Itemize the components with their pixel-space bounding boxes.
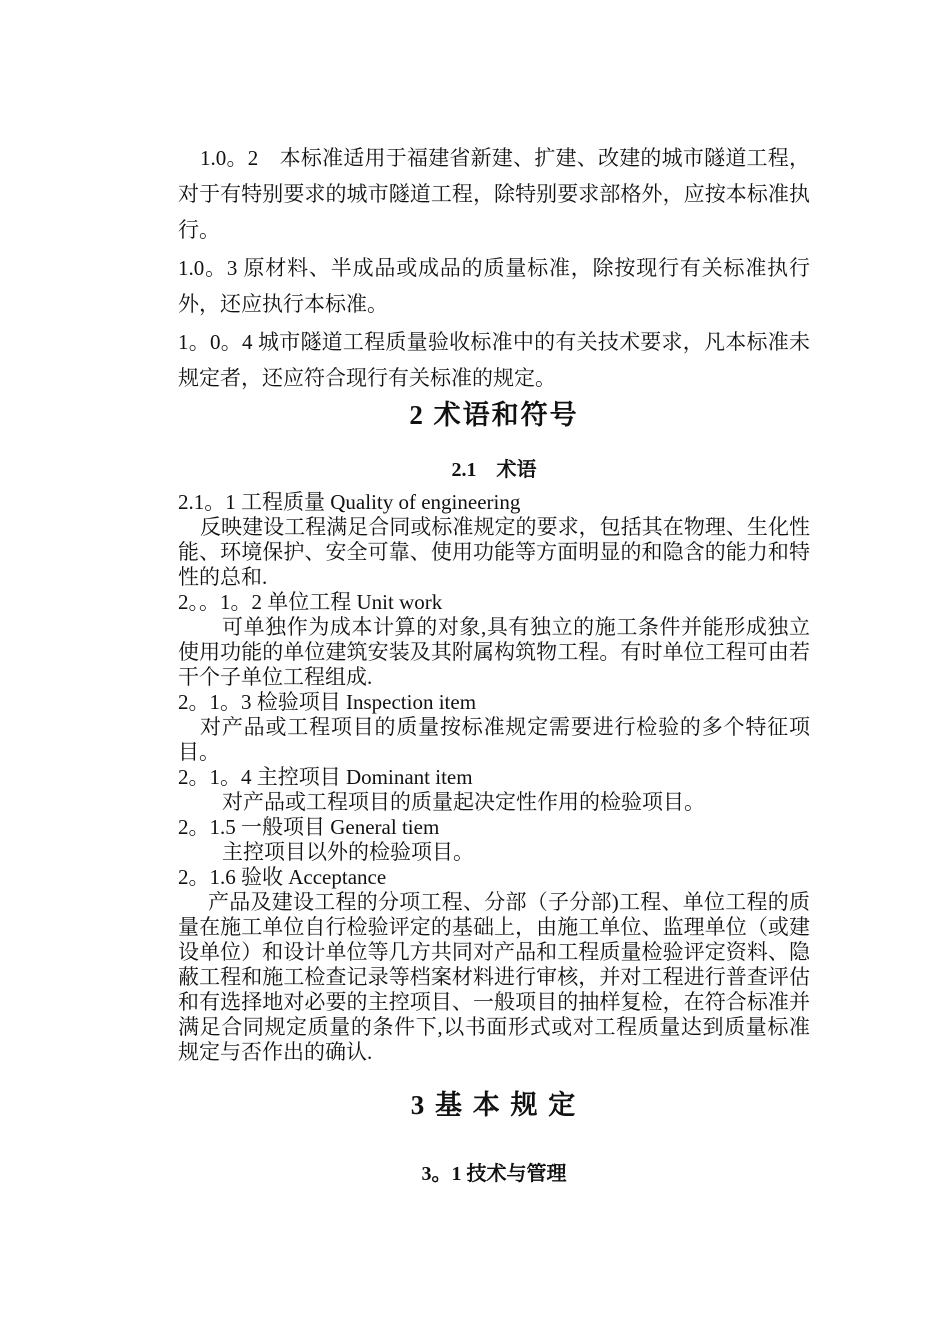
term-definition: 对产品或工程项目的质量起决定性作用的检验项目。: [222, 790, 705, 814]
term-heading: 2。1.6 验收 Acceptance: [178, 865, 387, 889]
term-definition: 主控项目以外的检验项目。: [222, 840, 474, 864]
term-heading: 2。1。3 检验项目 Inspection item: [178, 690, 477, 714]
section-2-1-title: [178, 453, 810, 482]
section-2-1-label: 术语: [496, 459, 537, 481]
clause-1-0-3: 1.0。3 原材料、半成品或成品的质量标准，除按现行有关标准执行外，还应执行本标准。: [178, 256, 810, 316]
section-3-1-title: [178, 1157, 810, 1186]
term-definition: 对产品或工程项目的质量按标准规定需要进行检验的多个特征项目。: [178, 715, 810, 764]
term-heading: 2。1.5 一般项目 General tiem: [178, 815, 440, 839]
term-definition: 产品及建设工程的分项工程、分部（子分部)工程、单位工程的质量在施工单位自行检验评定的基础上，由施工单位、监理单位（或建设单位）和设计单位等几方共同对产品和工程质量检验评定资料、隐蔽工程和施工检查记录等档案材料进行审核，并对工程进行普查评估和有选择地对必要的主控项目、一般项目的抽样复检，在符合标准并满足合同规定质量的条件下,以书面形式或对工程质量达到质量标准规定与否作出的确认.: [178, 890, 810, 1064]
term-heading: 2。。1。2 单位工程 Unit work: [178, 590, 443, 614]
clause-1-0-2: 1.0。2 本标准适用于福建省新建、扩建、改建的城市隧道工程，对于有特别要求的城市隧道工程，除特别要求部格外，应按本标准执行。: [178, 146, 810, 242]
term-definition: 可单独作为成本计算的对象,具有独立的施工条件并能形成独立使用功能的单位建筑安装及其附属构筑物工程。有时单位工程可由若干个子单位工程组成.: [178, 615, 810, 689]
term-heading: 2.1。1 工程质量 Quality of engineering: [178, 490, 521, 514]
chapter-3-title: 3 基 本 规 定: [410, 1090, 578, 1120]
section-3-1-label: 技术与管理: [466, 1163, 567, 1185]
chapter-2-title: 2 术语和符号: [409, 400, 579, 430]
term-definition: 反映建设工程满足合同或标准规定的要求，包括其在物理、生化性能、环境保护、安全可靠、使用功能等方面明显的和隐含的能力和特性的总和.: [178, 515, 810, 589]
term-heading: 2。1。4 主控项目 Dominant item: [178, 765, 473, 789]
section-2-1-number: 2.1: [451, 459, 497, 481]
intro-section: [178, 140, 810, 396]
terms-list: [178, 490, 810, 1065]
section-3-1-number: 3。1: [421, 1163, 467, 1185]
clause-1-0-4: 1。0。4 城市隧道工程质量验收标准中的有关技术要求，凡本标准未规定者，还应符合现行有关标准的规定。: [178, 330, 810, 390]
